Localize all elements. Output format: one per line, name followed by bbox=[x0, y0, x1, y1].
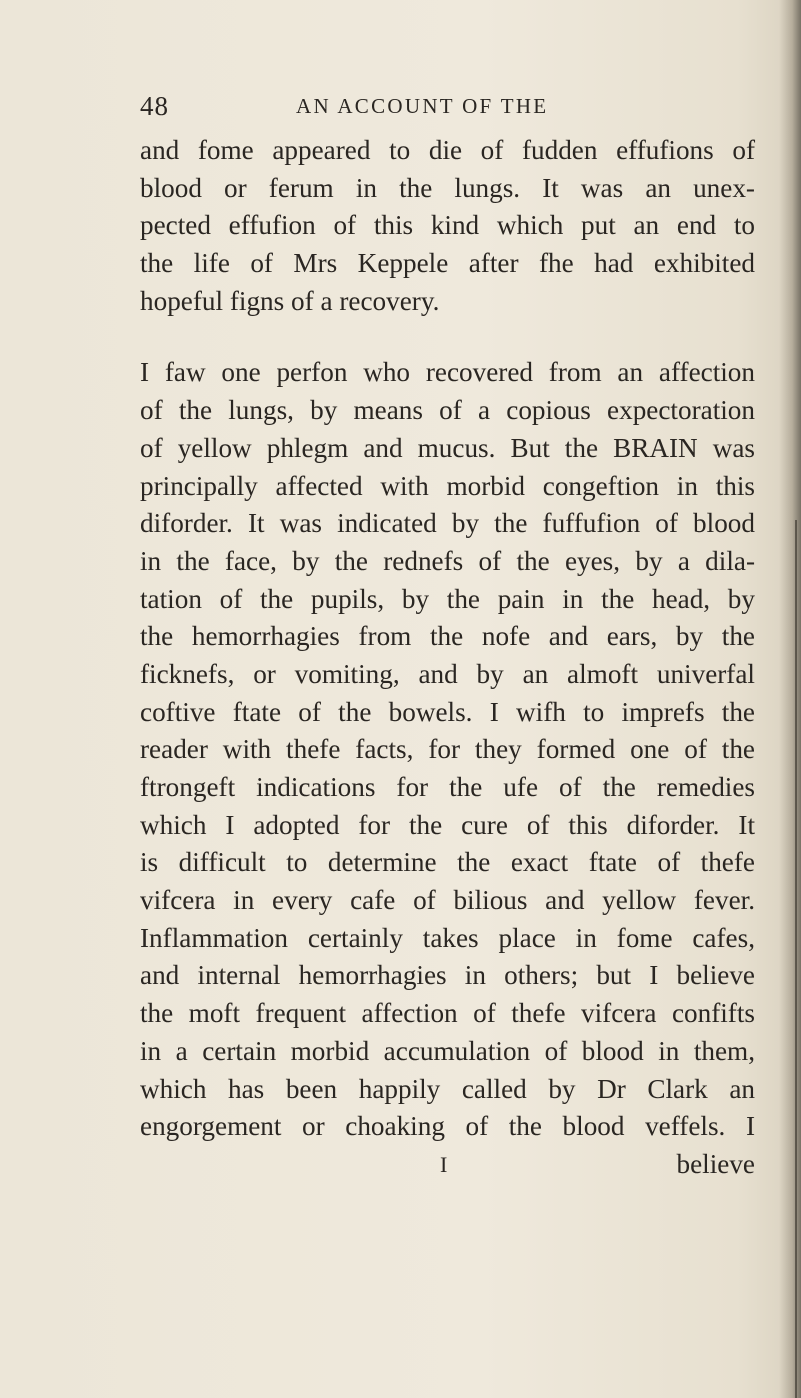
body-text bbox=[140, 132, 755, 1184]
text-line: of yellow phlegm and mucus. But the BRAIN was bbox=[140, 432, 755, 463]
text-line: is difficult to determine the exact ftate of thefe bbox=[140, 847, 755, 878]
catchword: believe bbox=[676, 1148, 755, 1179]
text-line: ftrongeft indications for the ufe of the remedies bbox=[140, 772, 755, 802]
text-line: coftive ftate of the bowels. I wifh to imprefs the bbox=[140, 696, 755, 727]
text-line: in the face, by the rednefs of the eyes, by a dila- bbox=[140, 545, 755, 576]
text-line: engorgement or choaking of the blood veffels. I bbox=[140, 1111, 755, 1142]
catchline bbox=[140, 1146, 755, 1184]
text-line: and fome appeared to die of fudden effufions of bbox=[140, 135, 755, 165]
running-head bbox=[140, 88, 740, 124]
page-edge-line bbox=[795, 520, 797, 1398]
text-line: principally affected with morbid congeftion in this bbox=[140, 470, 755, 501]
text-line: tation of the pupils, by the pain in the head, by bbox=[140, 583, 755, 614]
paragraph-gap bbox=[140, 320, 755, 354]
text-line: in a certain morbid accumulation of blood in them, bbox=[140, 1035, 755, 1066]
text-line: I faw one perfon who recovered from an affection bbox=[140, 357, 755, 388]
text-line: the life of Mrs Keppele after fhe had exhibited bbox=[140, 248, 755, 279]
signature-mark: I bbox=[440, 1151, 448, 1177]
page-number: 48 bbox=[140, 91, 169, 121]
text-line: pected effufion of this kind which put an end to bbox=[140, 210, 755, 241]
text-line: the hemorrhagies from the nofe and ears, by the bbox=[140, 621, 755, 652]
text-line: reader with thefe facts, for they formed one of the bbox=[140, 734, 755, 765]
page-edge-shadow bbox=[779, 0, 801, 1398]
text-line: of the lungs, by means of a copious expectoration bbox=[140, 395, 755, 426]
text-line: hopeful figns of a recovery. bbox=[140, 285, 440, 316]
text-line: which has been happily called by Dr Clark an bbox=[140, 1073, 755, 1104]
paragraph-1 bbox=[140, 132, 755, 320]
text-line: the moft frequent affection of thefe vifcera confifts bbox=[140, 998, 755, 1029]
text-line: Inflammation certainly takes place in fome cafes, bbox=[140, 922, 755, 953]
text-line: and internal hemorrhagies in others; but I believe bbox=[140, 960, 755, 991]
text-line: blood or ferum in the lungs. It was an unex- bbox=[140, 172, 755, 203]
text-line: ficknefs, or vomiting, and by an almoft univerfal bbox=[140, 658, 755, 689]
text-line: diforder. It was indicated by the fuffufion of blood bbox=[140, 508, 755, 539]
text-line: which I adopted for the cure of this diforder. It bbox=[140, 809, 755, 840]
running-title: AN ACCOUNT OF THE bbox=[296, 94, 549, 118]
text-line: vifcera in every cafe of bilious and yellow fever. bbox=[140, 885, 755, 916]
paragraph-2 bbox=[140, 354, 755, 1145]
